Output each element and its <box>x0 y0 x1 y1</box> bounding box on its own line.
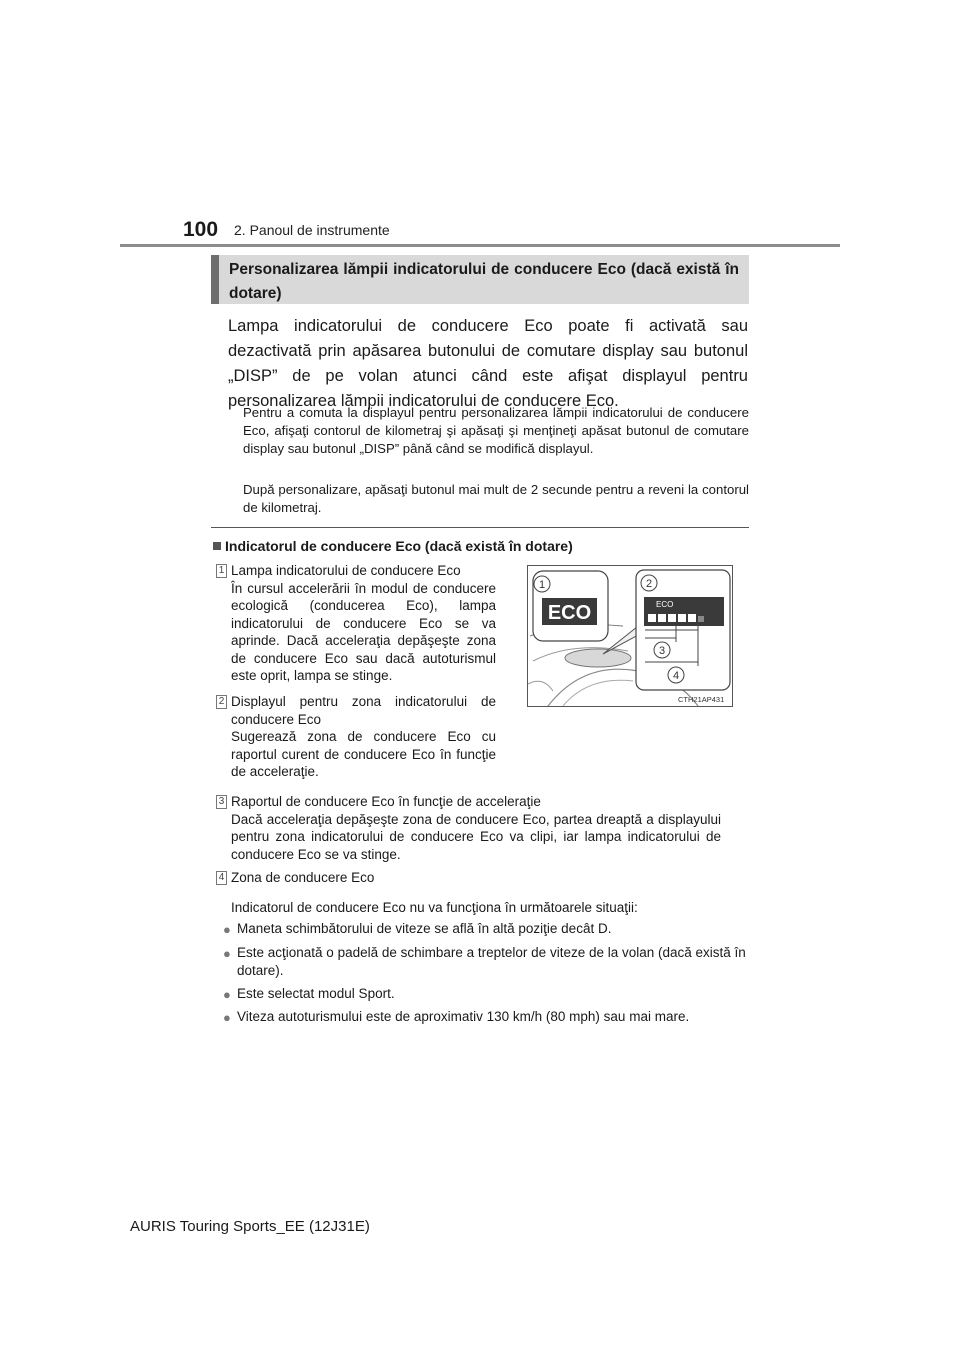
page-number: 100 <box>183 218 219 241</box>
subsection-heading <box>213 538 573 554</box>
conditions-intro: Indicatorul de conducere Eco nu va funcţiona în următoarele situaţii: <box>231 900 638 915</box>
condition-text: Maneta schimbătorului de viteze se află în altă poziţie decât D. <box>237 921 612 936</box>
subsection-heading-text: Indicatorul de conducere Eco (dacă există în dotare) <box>225 538 573 554</box>
condition-text: Viteza autoturismului este de aproximativ 130 km/h (80 mph) sau mai mare. <box>237 1009 690 1024</box>
eco-lamp-text: ECO <box>547 602 592 624</box>
callout-1: 1 <box>538 579 546 591</box>
subsection-divider <box>211 527 749 528</box>
display-label: ECO <box>656 600 674 609</box>
intro-paragraph: Lampa indicatorului de conducere Eco poate fi activată sau dezactivată prin apăsarea butonului de comutare display sau butonul „DISP” de pe volan atunci când este afişat displayul pentru personalizarea lămpii indicatorului de conducere Eco. <box>228 317 748 410</box>
list-item <box>223 1008 750 1026</box>
bullet-icon: ● <box>223 922 231 937</box>
item-1 <box>231 562 496 685</box>
item-marker-1: 1 <box>216 564 227 578</box>
item-marker-2: 2 <box>216 695 227 709</box>
item-marker-4: 4 <box>216 871 227 885</box>
item-body: Sugerează zona de conducere Eco cu raportul curent de conducere Eco în funcţie de acceleraţie. <box>231 729 496 779</box>
item-title: Lampa indicatorului de conducere Eco <box>231 563 461 578</box>
callout-2: 2 <box>645 578 653 590</box>
condition-text: Este selectat modul Sport. <box>237 986 395 1001</box>
item-2 <box>231 693 496 781</box>
condition-text: Este acţionată o padelă de schimbare a treptelor de viteze de la volan (dacă există în dotare). <box>237 945 746 978</box>
bullet-icon: ● <box>223 1010 231 1025</box>
list-item <box>223 944 750 979</box>
figure-code: CTH21AP431 <box>678 695 725 704</box>
bullet-icon: ● <box>223 987 231 1002</box>
callout-3: 3 <box>658 645 666 657</box>
item-3 <box>231 793 721 863</box>
item-title: Zona de conducere Eco <box>231 870 375 885</box>
callout-4: 4 <box>672 670 680 682</box>
footer-model: AURIS Touring Sports_EE (12J31E) <box>130 1218 370 1235</box>
square-bullet-icon <box>213 542 221 550</box>
item-title: Displayul pentru zona indicatorului de conducere Eco <box>231 694 496 727</box>
list-item <box>223 920 750 938</box>
chapter-title: 2. Panoul de instrumente <box>234 222 390 238</box>
item-marker-3: 3 <box>216 795 227 809</box>
bullet-icon: ● <box>223 946 231 961</box>
note-paragraph: După personalizare, apăsaţi butonul mai mult de 2 secunde pentru a reveni la contorul de kilometraj. <box>243 482 749 515</box>
section-heading: Personalizarea lămpii indicatorului de conducere Eco (dacă există în dotare) <box>211 255 749 304</box>
item-body: Dacă acceleraţia depăşeşte zona de conducere Eco, partea dreaptă a displayului pentru zona indicatorului de conducere Eco va clipi, iar lampa indicatorului de conducere Eco se va stinge. <box>231 811 721 862</box>
item-4 <box>231 869 721 887</box>
item-title: Raportul de conducere Eco în funcţie de acceleraţie <box>231 794 541 809</box>
item-body: În cursul accelerării în modul de conducere ecologică (conducerea Eco), lampa indicatorului de conducere Eco se va aprinde. Dacă acceleraţia depăşeşte zona de conducere Eco sau dacă autoturismul este oprit, lampa se stinge. <box>231 580 496 683</box>
eco-indicator-illustration <box>528 566 733 707</box>
eco-indicator-figure <box>527 565 733 707</box>
note-paragraph: Pentru a comuta la displayul pentru personalizarea lămpii indicatorului de conducere Eco, afişaţi contorul de kilometraj şi apăsaţi şi menţineţi apăsat butonul de comutare display sau butonul „DISP” până când se modifică displayul. <box>243 405 749 456</box>
header-divider <box>120 244 840 247</box>
list-item <box>223 985 750 1003</box>
